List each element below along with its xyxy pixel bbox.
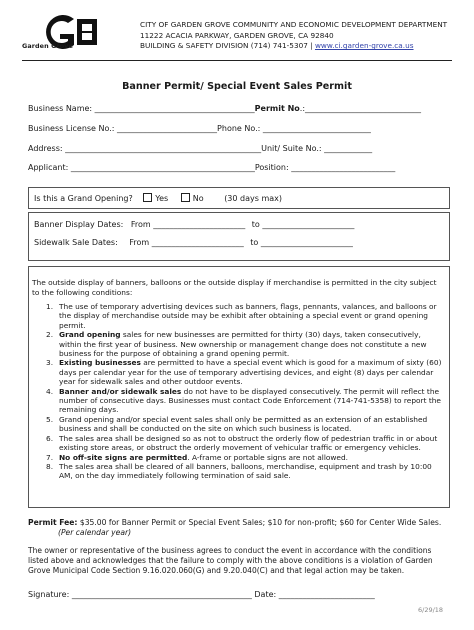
sidewalk-from-label: From [129,238,150,247]
condition-item [32,453,444,462]
condition-heading: Grand opening [59,330,121,340]
banner-to-line[interactable]: _______________________ [262,220,355,229]
condition-item [32,330,444,358]
sidewalk-to-label: to [250,238,259,247]
banner-from-label: From [130,220,151,229]
condition-item [32,358,444,386]
license-line[interactable]: _________________________ [117,124,218,133]
agreement-text: The owner or representative of the business agrees to conduct the event in accordance with the conditions listed above and acknowledges that the failure to comply with the above conditions is a violation of Garden Grove Municipal Code Section 9.16.020.060(G) and 9.20.040(C) and that legal action may be taken. [28,546,433,576]
grand-opening-question: Is this a Grand Opening? [34,194,133,203]
condition-number: 5. [46,414,54,424]
condition-text: The sales area shall be cleared of all banners, balloons, merchandise, equipment and trash by 10:00 AM, on the day immediately following termination of said sale. [59,461,432,481]
fee-text: $35.00 for Banner Permit or Special Event Sales; $10 for non-profit; $60 for Center Wide Sales. [77,518,442,527]
license-phone-field[interactable] [28,124,371,133]
condition-number: 6. [46,433,54,443]
header-line-1: CITY OF GARDEN GROVE COMMUNITY AND ECONOMIC DEVELOPMENT DEPARTMENT [140,20,448,29]
condition-item [32,462,444,481]
condition-text: The use of temporary advertising devices such as banners, flags, pennants, valances, and balloons or the display of merchandise outside may be exhibit after obtaining a special event or grand opening permit. [59,302,437,330]
date-label: Date: [254,590,279,599]
condition-heading: No off-site signs are permitted [59,452,188,462]
business-name-label: Business Name: [28,104,95,113]
sidewalk-dates-row [34,238,353,247]
sidewalk-dates-label: Sidewalk Sale Dates: [34,238,118,247]
revision-date: 6/29/18 [418,606,444,614]
condition-text: The sales area shall be designed so as not to obstruct the orderly flow of pedestrian traffic in or about existing store areas, or obstruct the orderly movement of vehicular traffic or emergency vehicles. [59,433,438,453]
address-label: Address: [28,144,66,153]
banner-to-label: to [251,220,260,229]
conditions-list [32,302,444,481]
applicant-field[interactable] [28,163,395,172]
position-line[interactable]: __________________________ [291,163,396,172]
phone-label: Phone No.: [217,124,263,133]
signature-label: Signature: [28,590,72,599]
header-line-2: 11222 ACACIA PARKWAY, GARDEN GROVE, CA 92840 [140,30,334,40]
grand-opening-row [34,193,282,203]
condition-heading: Banner and/or sidewalk sales [59,386,182,396]
condition-number: 8. [46,461,54,471]
permit-fee [28,518,458,538]
website-link[interactable]: www.ci.garden-grove.ca.us [314,41,414,51]
condition-item [32,434,444,453]
signature-row [28,590,375,599]
condition-text: Grand opening and/or special event sales shall only be permitted as an extension of an established business and shall be conducted on the site on which such business is located. [59,414,428,434]
condition-number: 2. [46,330,54,340]
header-line-3-text: BUILDING & SAFETY DIVISION (714) 741-5307 | [140,41,315,51]
fee-label: Permit Fee: [28,518,78,527]
unit-label: Unit/ Suite No.: [261,144,325,153]
condition-item [32,415,444,434]
yes-label: Yes [155,194,169,203]
fee-subtext: (Per calendar year) [58,528,132,537]
applicant-line[interactable]: ______________________________________________ [70,163,255,172]
no-label: No [192,194,204,203]
condition-number: 4. [46,386,54,396]
business-name-line[interactable]: ________________________________________ [94,104,255,113]
condition-number: 7. [46,452,54,462]
sidewalk-to-line[interactable]: _______________________ [260,238,353,247]
department-header [140,20,447,52]
no-option[interactable] [181,194,204,203]
fee-line [28,518,458,528]
condition-heading: Existing businesses [59,358,141,368]
header-line-3 [140,41,447,52]
banner-dates-row [34,220,354,229]
address-line[interactable]: _________________________________________________ [65,144,262,153]
permit-no-line[interactable]: .:_____________________________ [299,104,422,113]
condition-text: do not have to be displayed consecutively. The permit will reflect the number of consecutive days. Businesses must contact Code Enforcement (714-741-5358) to report the remaining days. [59,386,441,415]
yes-option[interactable] [143,194,168,203]
position-label: Position: [254,163,292,172]
condition-number: 1. [46,302,54,311]
signature-line[interactable]: _____________________________________________ [71,590,252,599]
address-field[interactable] [28,144,372,153]
logo-caption: Garden Grove [22,42,73,50]
banner-from-line[interactable]: _______________________ [153,220,246,229]
business-name-field[interactable] [28,104,421,113]
condition-text: sales for new businesses are permitted for thirty (30) days, taken consecutively, within the first year of business. New ownership or management change does not constitute a new business for the purpose of obtaining a grand opening permit. [59,330,427,359]
header-divider [22,60,452,61]
condition-item [32,387,444,415]
garden-grove-logo [22,13,122,57]
unit-line[interactable]: ____________ [324,144,373,153]
applicant-label: Applicant: [28,163,71,172]
date-line[interactable]: ________________________ [278,590,375,599]
condition-text: are permitted to have a special event which is good for a maximum of sixty (60) days per calendar year for the use of temporary advertising devices, and eight (8) days per calendar year for sidewalk sales and other outdoor events. [59,358,442,387]
sidewalk-from-line[interactable]: _______________________ [151,238,244,247]
phone-line[interactable]: ___________________________ [262,124,371,133]
permit-no-label: Permit No [254,104,300,113]
license-label: Business License No.: [28,124,118,133]
yes-checkbox[interactable] [143,193,152,202]
form-title: Banner Permit/ Special Event Sales Permit [122,81,352,92]
banner-dates-label: Banner Display Dates: [34,220,124,229]
no-checkbox[interactable] [181,193,190,202]
condition-item [32,302,444,330]
conditions-intro: The outside display of banners, balloons or the outside display if merchandise is permitted in the city subject to the following conditions: [32,278,437,297]
condition-number: 3. [46,358,54,368]
condition-text: . A-frame or portable signs are not allowed. [187,452,349,462]
grand-opening-note: (30 days max) [224,194,283,203]
